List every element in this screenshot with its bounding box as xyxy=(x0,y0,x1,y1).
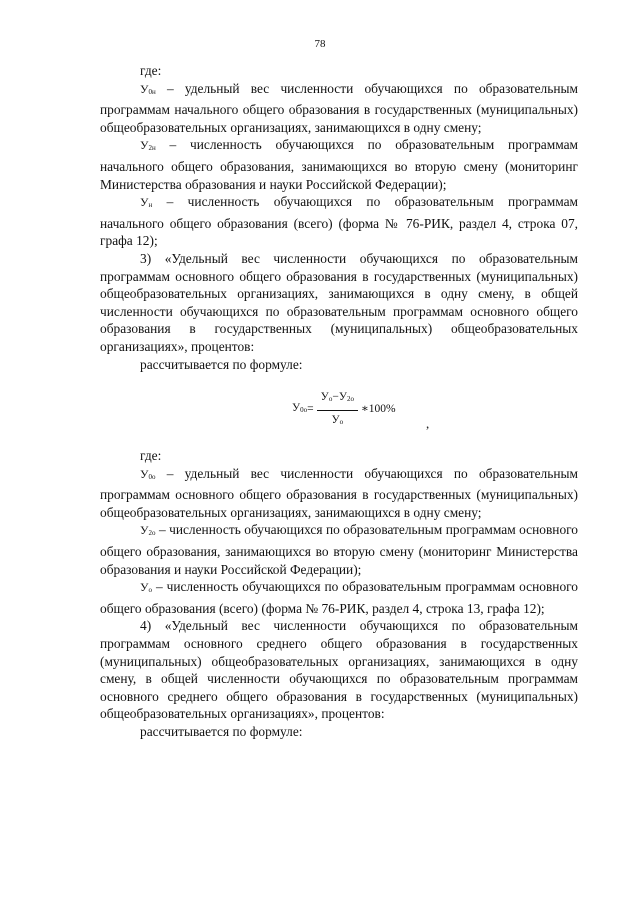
definition-total-primary: $У_н$ – численность обучающихся по образовательным программам начального общего образования (всего) (форма № 76-РИК, раздел 4, строка 07, графа 12); xyxy=(100,194,578,249)
formula-numerator: $У_о-У_{2о}$ xyxy=(317,389,358,411)
definition-share-basic: $У_{0о}$ – удельный вес численности обучающихся по образовательным программам основного общего образования в государственных (муниципальных) общеобразовательных организациях, занимающихся в одну смену; xyxy=(100,465,578,520)
symbol: $У_{0н}$ xyxy=(140,81,156,96)
symbol: $У_н$ xyxy=(140,195,153,210)
where-label-2: где: xyxy=(140,448,162,464)
item-3-paragraph: 3) «Удельный вес численности обучающихся по образовательным программам основного общего образования в государственных (муниципальных) общеобразовательных организациях, занимающихся в одну смену, в общей численности обучающихся по образовательным программам основного общего образования в государственных (муниципальных) общеобразовательных организациях», процентов: xyxy=(100,250,578,354)
symbol: $У_{2н}$ xyxy=(140,138,156,153)
page-number: 78 xyxy=(314,38,326,50)
formula-lhs: $У_{0о}$ xyxy=(292,402,308,415)
definition-total-basic: $У_о$ – численность обучающихся по образовательным программам основного общего образования (всего) (форма № 76-РИК, раздел 4, строка 13, графа 12); xyxy=(100,579,578,616)
formula-multiplier: ∗100% xyxy=(360,403,396,416)
document-body xyxy=(100,62,578,741)
symbol: $У_о$ xyxy=(140,580,152,595)
formula-fraction xyxy=(317,389,358,431)
formula-denominator: $У_о$ xyxy=(331,413,344,426)
formula-label: рассчитывается по формуле: xyxy=(140,356,303,372)
where-label: где: xyxy=(140,63,162,78)
item-4-paragraph: 4) «Удельный вес численности обучающихся по образовательным программам основного среднего общего образования в государственных (муниципальных) общеобразовательных организациях, занимающихся в одну смену, в общей численности обучающихся по образовательным программам основного среднего общего образования в государственных (муниципальных) общеобразовательных организациях», процентов: xyxy=(100,618,578,722)
formula-label-2: рассчитывается по формуле: xyxy=(140,724,303,739)
formula xyxy=(100,389,578,431)
definition-share-primary: $У_{0н}$ – удельный вес численности обучающихся по образовательным программам начального общего образования в государственных (муниципальных) общеобразовательных организациях, занимающихся в одну смену; xyxy=(100,80,578,135)
formula-equals: = xyxy=(307,403,314,416)
symbol: $У_{2о}$ xyxy=(140,523,156,538)
definition-second-shift-primary: $У_{2н}$ – численность обучающихся по образовательным программам начального общего образования, занимающихся во вторую смену (мониторинг Министерства образования и науки Российской Федерации); xyxy=(100,137,578,192)
formula-comma: , xyxy=(426,416,430,432)
definition-second-shift-basic: $У_{2о}$ – численность обучающихся по образовательным программам основного общего образования, занимающихся во вторую смену (мониторинг Министерства образования и науки Российской Федерации); xyxy=(100,522,578,577)
symbol: $У_{0о}$ xyxy=(140,466,156,481)
